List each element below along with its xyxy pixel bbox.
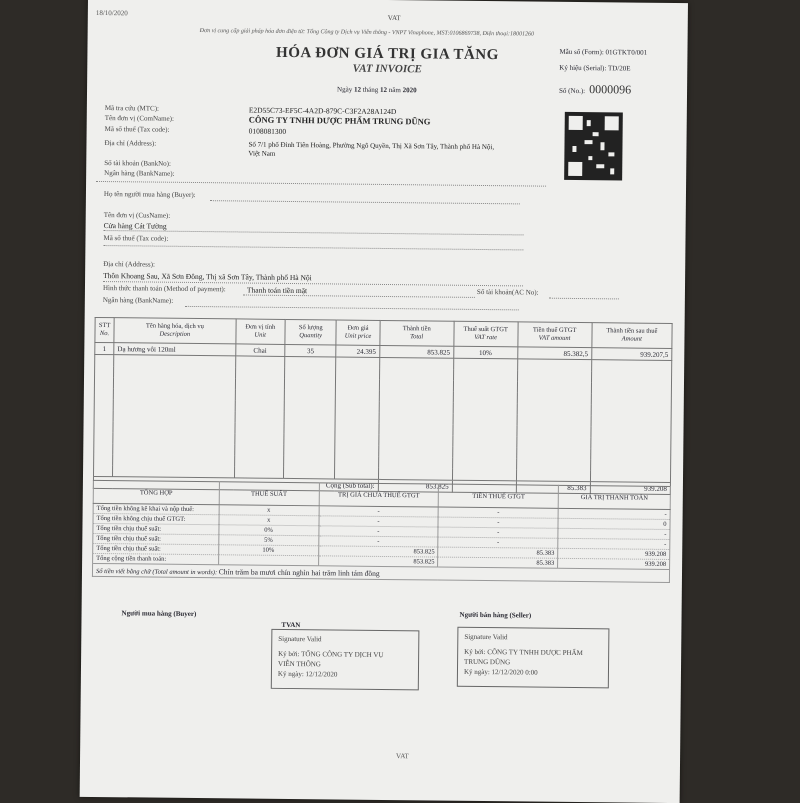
tvan-signature-valid: Signature Valid (278, 634, 322, 644)
items-header-cell: Số lượng Quantity (285, 319, 337, 345)
seller-signature-valid: Signature Valid (464, 632, 508, 642)
summary-cell: 939.208 (558, 558, 670, 569)
items-header-cell: Tiền thuế GTGT VAT amount (517, 322, 591, 348)
summary-header-cell: GIÁ TRỊ THANH TOÁN (558, 485, 670, 509)
invoice-number: Số (No.): 0000096 (559, 82, 632, 97)
seller-bank-label: Ngân hàng (BankName): (104, 169, 175, 178)
buyer-signature-label: Người mua hàng (Buyer) (121, 609, 197, 619)
date-day: 12 (353, 85, 362, 94)
invoice-date: Ngày 12 tháng 12 năm 2020 (337, 85, 417, 95)
amount-in-words-label: Số tiền viết bằng chữ (Total amount in words): (95, 567, 218, 576)
summary-cell: - (558, 508, 670, 519)
summary-cell: 0 (558, 518, 670, 529)
summary-cell: - (438, 517, 558, 528)
buyer-account-label: Số tài khoản(AC No): (476, 287, 539, 297)
payment-method-label: Hình thức thanh toán (Method of payment): (102, 284, 226, 294)
summary-cell: 5% (219, 535, 319, 546)
table-cell: 853.825 (379, 345, 453, 358)
tvan-signature-box: Signature Valid Ký bởi: TỔNG CÔNG TY DỊCH VỤ VIỄN THÔNG Ký ngày: 12/12/2020 (271, 629, 420, 691)
items-header-cell: STT No. (95, 317, 114, 342)
separator-line (96, 181, 546, 187)
date-stamp: 18/10/2020 (95, 8, 128, 18)
qr-code-icon (564, 112, 623, 181)
summary-cell: Tổng tiền chịu thuế suất: (93, 533, 219, 544)
buyer-tax-label: Mã số thuế (Tax code): (103, 234, 169, 243)
vat-label-top: VAT (387, 13, 401, 23)
subtotal-vat: 85.383 (516, 481, 590, 494)
summary-cell: 939.208 (558, 548, 670, 559)
seller-signature-label: Người bán hàng (Seller) (459, 610, 532, 620)
summary-header-cell: TIỀN THUẾ GTGT (439, 484, 559, 508)
summary-cell: 0% (219, 525, 319, 536)
amount-in-words-value: Chín trăm ba mươi chín nghìn hai trăm linh tám đồng (218, 566, 380, 578)
summary-cell: - (438, 527, 558, 538)
seller-address-line1: Số 7/1 phố Đinh Tiên Hoàng, Phường Ngô Quyền, Thị Xã Sơn Tây, Thành phố Hà Nội, (248, 140, 495, 152)
seller-tax-value: 0108081300 (248, 126, 287, 136)
table-cell: 85.382,5 (517, 347, 591, 360)
invoice-subtitle: VAT INVOICE (352, 62, 422, 76)
summary-cell: - (558, 538, 670, 549)
summary-cell: Tổng tiền chịu thuế suất: (93, 543, 219, 554)
summary-cell: 10% (218, 545, 318, 556)
mtc-value: E2D55C73-EF5C-4A2D-879C-C3F2A28A124D (248, 105, 397, 117)
summary-cell: - (318, 536, 438, 547)
summary-cell: - (318, 526, 438, 537)
seller-signature-box: Signature Valid Ký bởi: CÔNG TY TNHH DƯỢC PHẨM TRUNG DŨNG Ký ngày: 12/12/2020 0:00 (457, 627, 610, 689)
date-month: 12 (380, 85, 388, 94)
table-cell: 939.207,5 (591, 348, 671, 361)
summary-cell: - (319, 516, 439, 527)
subtotal-total: 853.825 (378, 479, 452, 492)
summary-cell: x (219, 515, 319, 526)
summary-table (92, 480, 671, 583)
summary-cell: - (558, 528, 670, 539)
items-table (93, 317, 673, 495)
summary-cell: - (438, 537, 558, 548)
subtotal-amount: 939.208 (590, 482, 670, 495)
buyer-address-value: Thôn Khoang Sau, Xã Sơn Đông, Thị xã Sơn Tây, Thành phố Hà Nội (103, 271, 312, 283)
seller-tax-label: Mã số thuế (Tax code): (104, 125, 170, 134)
seller-name-label: Tên đơn vị (ComName): (104, 114, 175, 123)
subtotal-label: Cộng (Sub total): (93, 476, 378, 491)
table-cell: 10% (453, 346, 517, 359)
buyer-name-label: Họ tên người mua hàng (Buyer): (103, 190, 196, 199)
seller-address-line2: Việt Nam (248, 149, 276, 158)
summary-header-cell: TRỊ GIÁ CHƯA THUẾ GTGT (319, 483, 439, 507)
items-header-cell: Đơn vị tính Unit (235, 319, 285, 345)
items-header-cell: Đơn giá Unit price (336, 320, 379, 345)
table-cell: Dạ hương vôi 120ml (114, 343, 236, 356)
items-header-cell: Thuế suất GTGT VAT rate (454, 321, 518, 347)
items-header-cell: Thành tiền Total (380, 320, 454, 346)
date-day-label: Ngày (337, 85, 353, 94)
items-header-cell: Tên hàng hóa, dịch vụ Description (114, 318, 236, 344)
summary-header-cell: TỔNG HỢP (93, 480, 219, 504)
provider-line: Đơn vị cung cấp giải pháp hóa đơn điện tử: Tổng Công ty Dịch vụ Viễn thông - VNPT Vinaphone, MST:0106869738, Điện thoại:18001260 (199, 28, 534, 38)
summary-cell: 853.825 (318, 556, 438, 567)
serial-number: Ký hiệu (Serial): TD/20E (559, 63, 631, 73)
summary-cell: 85.383 (438, 547, 558, 558)
buyer-address-label: Địa chỉ (Address): (103, 260, 155, 269)
invoice-paper (80, 0, 688, 803)
summary-cell: 85.383 (438, 557, 558, 568)
items-header-cell: Thành tiền sau thuế Amount (592, 323, 673, 349)
buyer-company-label: Tên đơn vị (CusName): (103, 211, 171, 220)
summary-cell: Tổng tiền không kê khai và nộp thuế: (93, 503, 219, 514)
mtc-label: Mã tra cứu (MTC): (104, 104, 160, 113)
summary-cell: - (319, 506, 439, 517)
date-year: 2020 (402, 86, 417, 95)
buyer-bank-label: Ngân hàng (BankName): (102, 296, 174, 305)
summary-cell: - (438, 507, 558, 518)
seller-account-label: Số tài khoản (BankNo): (104, 159, 172, 168)
buyer-company-value: Cửa hàng Cát Tường (103, 221, 167, 231)
summary-cell: Tổng tiền chịu thuế suất: (93, 523, 219, 534)
summary-cell: Tổng cộng tiền thanh toán: (93, 553, 219, 564)
payment-method-value: Thanh toán tiền mặt (246, 285, 308, 296)
date-month-label: tháng (362, 85, 379, 94)
summary-header-cell: THUẾ SUẤT (219, 482, 319, 506)
table-cell: 1 (95, 342, 114, 354)
summary-cell: Tổng tiền không chịu thuế GTGT: (93, 513, 219, 524)
form-number: Mẫu số (Form): 01GTKT0/001 (559, 47, 648, 57)
seller-name-value: CÔNG TY TNHH DƯỢC PHẨM TRUNG DŨNG (248, 114, 431, 127)
tvan-label: TVAN (281, 620, 301, 630)
vat-label-bottom: VAT (396, 752, 409, 761)
table-cell: 35 (285, 344, 337, 357)
seller-address-label: Địa chỉ (Address): (104, 139, 157, 148)
summary-cell: x (219, 505, 319, 516)
table-cell: 24.395 (336, 345, 379, 357)
summary-cell: 853.825 (318, 546, 438, 557)
table-cell: Chai (235, 344, 285, 357)
invoice-title: HÓA ĐƠN GIÁ TRỊ GIA TĂNG (275, 44, 499, 64)
